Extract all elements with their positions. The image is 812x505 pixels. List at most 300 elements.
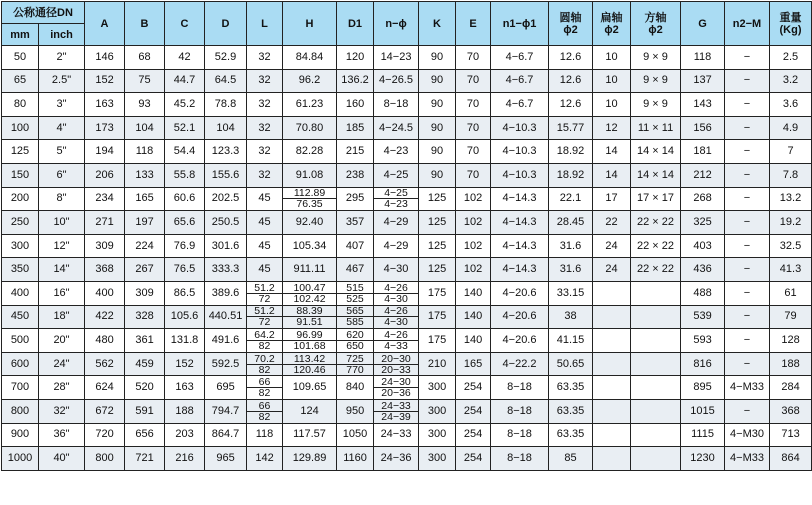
cell-value-top: 725 [337,354,373,365]
header-col: C [165,2,205,46]
table-cell-G: 325 [681,211,725,235]
table-cell-n: 8−18 [374,93,419,117]
table-cell-r: 31.6 [549,234,593,258]
table-cell-s: 22 × 22 [631,234,681,258]
table-cell-C: 52.1 [165,116,205,140]
table-cell-B: 165 [125,187,165,211]
table-row [2,376,812,400]
table-cell-D1 [337,281,374,305]
table-cell-n [374,281,419,305]
table-cell-L: 142 [247,447,283,471]
table-cell-B: 224 [125,234,165,258]
table-row [2,211,812,235]
header-col: 重量 (Kg) [770,2,812,46]
table-row [2,69,812,93]
table-cell-D: 592.5 [205,352,247,376]
table-cell-D1: 840 [337,376,374,400]
table-cell-B: 328 [125,305,165,329]
table-body [2,46,812,471]
cell-value-bottom: 102.42 [293,292,326,305]
table-cell-A: 720 [85,423,125,447]
table-cell-C: 152 [165,352,205,376]
table-cell-A: 562 [85,352,125,376]
table-cell-H: 84.84 [283,46,337,70]
table-cell-n2: − [725,46,770,70]
table-cell-D: 155.6 [205,163,247,187]
table-cell-D: 864.7 [205,423,247,447]
table-cell-C: 188 [165,399,205,423]
table-cell-w: 188 [770,352,812,376]
table-cell-s [631,376,681,400]
header-col: 圆轴 ϕ2 [549,2,593,46]
table-cell-r: 85 [549,447,593,471]
table-cell-L [247,399,283,423]
table-cell-r: 12.6 [549,93,593,117]
table-cell-w: 41.3 [770,258,812,282]
table-cell-w: 4.9 [770,116,812,140]
cell-value-bottom: 82 [258,363,271,376]
table-cell-n: 4−23 [374,140,419,164]
table-cell-n2: − [725,163,770,187]
table-cell-D1: 467 [337,258,374,282]
table-cell-w: 128 [770,329,812,353]
cell-value-top: 4−26 [374,306,418,317]
table-cell-mm: 150 [2,163,39,187]
table-cell-E: 70 [456,69,491,93]
table-cell-w: 2.5 [770,46,812,70]
table-cell-f: 22 [593,211,631,235]
table-cell-L: 45 [247,187,283,211]
table-cell-s [631,305,681,329]
table-cell-K: 90 [419,163,456,187]
table-cell-f [593,305,631,329]
table-cell-L: 118 [247,423,283,447]
header-col: L [247,2,283,46]
table-cell-D: 202.5 [205,187,247,211]
table-cell-n [374,352,419,376]
table-cell-C: 42 [165,46,205,70]
table-cell-E: 102 [456,187,491,211]
table-cell-inch: 28" [39,376,85,400]
table-cell-s: 11 × 11 [631,116,681,140]
table-cell-L: 45 [247,211,283,235]
cell-value-bottom: 72 [258,316,271,329]
table-row [2,305,812,329]
table-cell-n2: − [725,69,770,93]
table-cell-f [593,423,631,447]
header-col: D1 [337,2,374,46]
table-cell-C: 131.8 [165,329,205,353]
table-cell-G: 268 [681,187,725,211]
table-cell-n1: 4−10.3 [491,116,549,140]
table-cell-D: 250.5 [205,211,247,235]
table-cell-D: 491.6 [205,329,247,353]
table-cell-inch: 40" [39,447,85,471]
table-cell-K: 90 [419,116,456,140]
table-cell-K: 125 [419,187,456,211]
table-cell-A: 234 [85,187,125,211]
cell-value-bottom: 24−39 [381,410,411,423]
table-cell-n2: − [725,234,770,258]
table-cell-n: 4−24.5 [374,116,419,140]
table-cell-D1: 160 [337,93,374,117]
header-dn: 公称通径DN [2,2,85,24]
table-cell-C: 76.9 [165,234,205,258]
table-cell-f: 10 [593,46,631,70]
table-cell-L [247,281,283,305]
table-cell-s [631,447,681,471]
cell-value-top: 96.99 [283,330,336,341]
table-cell-L: 32 [247,69,283,93]
cell-value-top: 51.2 [247,306,282,317]
cell-value-bottom: 76.35 [296,198,323,211]
table-cell-f [593,281,631,305]
table-cell-E: 102 [456,258,491,282]
table-row [2,46,812,70]
table-cell-G: 895 [681,376,725,400]
table-cell-w: 7 [770,140,812,164]
table-cell-D1: 407 [337,234,374,258]
table-cell-G: 1115 [681,423,725,447]
table-cell-K: 300 [419,447,456,471]
table-cell-K: 125 [419,258,456,282]
cell-value-top: 51.2 [247,283,282,294]
table-cell-n2: 4−M30 [725,423,770,447]
table-cell-B: 197 [125,211,165,235]
table-row [2,163,812,187]
table-cell-E: 70 [456,116,491,140]
header-col: A [85,2,125,46]
table-cell-f [593,352,631,376]
table-cell-K: 175 [419,305,456,329]
cell-value-top: 66 [247,401,282,412]
table-cell-A: 152 [85,69,125,93]
table-cell-G: 156 [681,116,725,140]
table-cell-K: 90 [419,46,456,70]
table-cell-n1: 4−6.7 [491,46,549,70]
table-cell-C: 163 [165,376,205,400]
table-cell-mm: 100 [2,116,39,140]
table-cell-r: 22.1 [549,187,593,211]
table-cell-s: 9 × 9 [631,69,681,93]
header-row [2,2,812,24]
table-cell-inch: 6" [39,163,85,187]
table-cell-f: 14 [593,163,631,187]
table-cell-D: 123.3 [205,140,247,164]
table-cell-E: 140 [456,329,491,353]
spec-table [1,1,812,471]
table-cell-r: 38 [549,305,593,329]
table-cell-D1 [337,305,374,329]
table-cell-D: 52.9 [205,46,247,70]
table-cell-f: 10 [593,93,631,117]
table-cell-L [247,305,283,329]
table-cell-mm: 350 [2,258,39,282]
table-cell-E: 102 [456,234,491,258]
table-cell-w: 3.2 [770,69,812,93]
table-cell-w: 368 [770,399,812,423]
table-cell-inch: 16" [39,281,85,305]
table-cell-D: 440.51 [205,305,247,329]
table-cell-H [283,352,337,376]
table-row [2,352,812,376]
cell-value-bottom: 770 [346,363,364,376]
cell-value-bottom: 585 [346,316,364,329]
table-cell-A: 194 [85,140,125,164]
table-cell-B: 309 [125,281,165,305]
table-cell-D: 64.5 [205,69,247,93]
table-cell-G: 1015 [681,399,725,423]
table-cell-s: 17 × 17 [631,187,681,211]
table-cell-K: 210 [419,352,456,376]
table-cell-n1: 4−20.6 [491,329,549,353]
table-cell-H [283,305,337,329]
table-cell-w: 284 [770,376,812,400]
table-cell-r: 41.15 [549,329,593,353]
table-cell-D: 333.3 [205,258,247,282]
table-cell-D1 [337,352,374,376]
table-cell-n [374,399,419,423]
table-cell-n1: 4−6.7 [491,69,549,93]
table-cell-A: 400 [85,281,125,305]
cell-value-top: 100.47 [283,283,336,294]
table-cell-n2: 4−M33 [725,447,770,471]
table-cell-w: 7.8 [770,163,812,187]
table-cell-s [631,281,681,305]
table-cell-D: 301.6 [205,234,247,258]
table-cell-n2: 4−M33 [725,376,770,400]
table-cell-H: 96.2 [283,69,337,93]
header-col: B [125,2,165,46]
table-cell-D: 78.8 [205,93,247,117]
table-cell-n1: 4−20.6 [491,305,549,329]
table-cell-A: 480 [85,329,125,353]
table-cell-G: 593 [681,329,725,353]
header-col: n1−ϕ1 [491,2,549,46]
table-cell-inch: 24" [39,352,85,376]
cell-value-bottom: 4−23 [384,198,408,211]
table-cell-n: 4−30 [374,258,419,282]
table-cell-w: 3.6 [770,93,812,117]
cell-value-top: 4−26 [374,330,418,341]
table-cell-r: 33.15 [549,281,593,305]
table-cell-r: 28.45 [549,211,593,235]
table-cell-D1: 136.2 [337,69,374,93]
table-cell-D1: 1050 [337,423,374,447]
table-cell-H: 82.28 [283,140,337,164]
table-cell-D: 965 [205,447,247,471]
table-cell-B: 591 [125,399,165,423]
table-cell-mm: 65 [2,69,39,93]
table-cell-mm: 500 [2,329,39,353]
table-cell-C: 44.7 [165,69,205,93]
table-row [2,93,812,117]
table-cell-D1: 185 [337,116,374,140]
table-cell-inch: 8" [39,187,85,211]
table-cell-w: 32.5 [770,234,812,258]
table-cell-K: 90 [419,93,456,117]
table-cell-f: 14 [593,140,631,164]
table-cell-w: 864 [770,447,812,471]
table-cell-s: 14 × 14 [631,163,681,187]
table-cell-L: 45 [247,234,283,258]
cell-value-bottom: 4−30 [384,292,408,305]
table-cell-E: 254 [456,376,491,400]
header-col: E [456,2,491,46]
table-cell-f [593,376,631,400]
table-cell-n2: − [725,352,770,376]
table-cell-inch: 5" [39,140,85,164]
table-cell-C: 86.5 [165,281,205,305]
table-cell-mm: 400 [2,281,39,305]
table-cell-K: 90 [419,69,456,93]
table-cell-s [631,329,681,353]
table-cell-C: 45.2 [165,93,205,117]
table-cell-A: 206 [85,163,125,187]
header-col: K [419,2,456,46]
cell-value-top: 4−26 [374,283,418,294]
table-cell-n [374,187,419,211]
table-cell-n2: − [725,329,770,353]
table-cell-L: 32 [247,93,283,117]
table-cell-n: 4−29 [374,211,419,235]
table-cell-inch: 12" [39,234,85,258]
cell-value-top: 515 [337,283,373,294]
table-cell-r: 18.92 [549,163,593,187]
table-cell-inch: 20" [39,329,85,353]
table-row [2,234,812,258]
table-cell-A: 146 [85,46,125,70]
table-cell-n [374,305,419,329]
table-cell-K: 175 [419,329,456,353]
cell-value-bottom: 82 [258,387,271,400]
cell-value-bottom: 82 [258,410,271,423]
cell-value-top: 620 [337,330,373,341]
table-cell-f: 12 [593,116,631,140]
table-cell-B: 118 [125,140,165,164]
table-cell-A: 800 [85,447,125,471]
table-cell-mm: 700 [2,376,39,400]
table-cell-E: 70 [456,163,491,187]
table-cell-r: 50.65 [549,352,593,376]
table-cell-B: 721 [125,447,165,471]
table-cell-D1: 238 [337,163,374,187]
table-cell-r: 18.92 [549,140,593,164]
table-cell-n1: 8−18 [491,423,549,447]
table-cell-C: 55.8 [165,163,205,187]
table-cell-H: 124 [283,399,337,423]
table-cell-H: 105.34 [283,234,337,258]
table-cell-H [283,281,337,305]
table-cell-w: 19.2 [770,211,812,235]
table-cell-D1: 215 [337,140,374,164]
table-cell-D: 695 [205,376,247,400]
table-cell-G: 118 [681,46,725,70]
table-cell-inch: 32" [39,399,85,423]
table-cell-C: 54.4 [165,140,205,164]
cell-value-top: 24−30 [374,377,418,388]
table-cell-K: 90 [419,140,456,164]
table-cell-n: 24−36 [374,447,419,471]
table-cell-n1: 8−18 [491,399,549,423]
table-cell-n: 14−23 [374,46,419,70]
table-cell-B: 459 [125,352,165,376]
table-cell-f [593,399,631,423]
table-cell-K: 175 [419,281,456,305]
table-row [2,399,812,423]
table-cell-n1: 4−6.7 [491,93,549,117]
table-cell-s: 22 × 22 [631,258,681,282]
table-cell-A: 368 [85,258,125,282]
table-cell-D1: 295 [337,187,374,211]
table-cell-D1 [337,329,374,353]
table-cell-H: 91.08 [283,163,337,187]
table-cell-n [374,376,419,400]
header-col: H [283,2,337,46]
table-cell-n1: 4−14.3 [491,187,549,211]
table-cell-s: 9 × 9 [631,93,681,117]
table-cell-H: 92.40 [283,211,337,235]
table-cell-n2: − [725,281,770,305]
table-row [2,281,812,305]
cell-value-bottom: 20−33 [381,363,411,376]
table-cell-f: 17 [593,187,631,211]
table-cell-s [631,399,681,423]
table-cell-r: 63.35 [549,376,593,400]
table-cell-L [247,329,283,353]
table-cell-D: 794.7 [205,399,247,423]
table-cell-A: 271 [85,211,125,235]
table-cell-K: 125 [419,234,456,258]
table-cell-n2: − [725,140,770,164]
table-cell-f: 10 [593,69,631,93]
table-cell-mm: 125 [2,140,39,164]
table-cell-B: 93 [125,93,165,117]
table-cell-L: 32 [247,46,283,70]
cell-value-bottom: 4−30 [384,316,408,329]
table-cell-s [631,352,681,376]
table-cell-inch: 14" [39,258,85,282]
table-cell-f [593,329,631,353]
table-cell-A: 163 [85,93,125,117]
table-cell-w: 79 [770,305,812,329]
cell-value-top: 565 [337,306,373,317]
table-cell-C: 216 [165,447,205,471]
table-cell-n1: 4−22.2 [491,352,549,376]
table-cell-r: 15.77 [549,116,593,140]
table-cell-D1: 357 [337,211,374,235]
table-cell-f: 24 [593,258,631,282]
table-cell-n: 24−33 [374,423,419,447]
table-cell-n2: − [725,258,770,282]
table-cell-mm: 300 [2,234,39,258]
table-cell-K: 300 [419,423,456,447]
table-cell-D: 389.6 [205,281,247,305]
table-row [2,329,812,353]
header-col: 扁轴 ϕ2 [593,2,631,46]
table-cell-w: 13.2 [770,187,812,211]
table-cell-inch: 3" [39,93,85,117]
cell-value-top: 24−33 [374,401,418,412]
table-cell-G: 212 [681,163,725,187]
table-cell-D1: 950 [337,399,374,423]
table-cell-inch: 2" [39,46,85,70]
table-cell-E: 165 [456,352,491,376]
table-row [2,447,812,471]
table-cell-n1: 4−20.6 [491,281,549,305]
cell-value-bottom: 20−36 [381,387,411,400]
cell-value-bottom: 525 [346,292,364,305]
